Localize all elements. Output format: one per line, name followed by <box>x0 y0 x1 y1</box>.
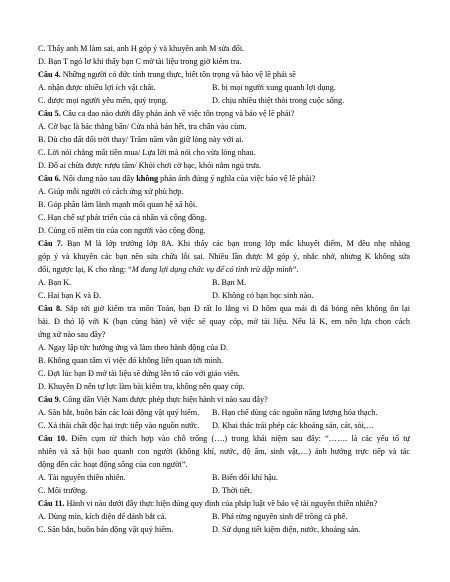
question-9-text: Công dân Việt Nam được phép thực hiện hành vi nào sau đây? <box>60 395 268 404</box>
q8-option-c: C. Đợi lúc bạn Đ mở tài liệu sẽ đứng lên tố cáo với giáo viên. <box>38 369 240 378</box>
q5-option-c: C. Lời nói chẳng mất tiền mua/ Lựa lời mà nói cho vừa lòng nhau. <box>38 148 256 157</box>
question-5-number: Câu 5. <box>38 109 61 118</box>
q10-option-a: A. Tài nguyên thiên nhiên. <box>38 473 126 482</box>
q6-option-b: B. Góp phần làm lành mạnh mối quan hệ xã hội. <box>38 200 198 209</box>
q8-option-a: A. Ngay lập tức hướng ứng và làm theo hành động của Đ. <box>38 343 228 352</box>
q7-option-d: D. Không có bạn học sinh nào. <box>212 291 314 300</box>
q9-option-b: B. Hạn chế dùng các nguồn năng lượng hóa thạch. <box>212 408 378 417</box>
q10-option-d: D. Thời tiết. <box>212 486 253 495</box>
q11-option-d: D. Sử dụng tiết kiệm điện, nước, khoáng sản. <box>212 525 361 534</box>
q7-option-c: C. Hai bạn K và Đ. <box>38 291 101 300</box>
question-6-text-start: Nội dung nào sau đây <box>60 174 137 183</box>
q10-option-c: C. Môi trường. <box>38 486 88 495</box>
question-5 <box>38 110 294 118</box>
question-7-line-1 <box>38 240 410 248</box>
question-4 <box>38 71 296 79</box>
question-11-number: Câu 11. <box>38 499 65 508</box>
q8-option-d: D. Khuyên Đ nên tự lực làm bài kiểm tra, không nên quay cóp. <box>38 382 245 391</box>
q8-option-b: B. Không quan tâm vì việc đó không liên quan tới mình. <box>38 356 224 365</box>
question-7-number: Câu 7. <box>38 239 63 248</box>
q4-option-a: A. nhận được nhiều lợi ích vật chất. <box>38 83 156 92</box>
question-9 <box>38 396 268 404</box>
q11-option-a: A. Dùng mìn, kích điện để đánh bắt cá. <box>38 512 167 521</box>
question-4-text: Những người có đức tính trung thực, biết tôn trọng và bảo vệ lẽ phải sẽ <box>60 70 296 79</box>
question-10-line-3: động đến các hoạt động sống của con người”. <box>38 460 188 469</box>
question-8-line-3: ứng xử nào sau đây? <box>38 330 106 339</box>
q10-option-b: B. Biến đổi khí hậu. <box>212 473 278 482</box>
question-4-number: Câu 4. <box>38 70 61 79</box>
question-8-number: Câu 8. <box>38 304 63 313</box>
q4-option-d: D. chịu nhiều thiệt thòi trong cuộc sống. <box>212 96 345 105</box>
question-7-text-3b: ”. <box>292 265 299 274</box>
question-10-line-1 <box>38 435 410 443</box>
question-6-text-end: phản ánh đúng ý nghĩa của việc bảo vệ lẽ phải? <box>158 174 316 183</box>
q6-option-c: C. Hạn chế sự phát triển của cá nhân và cộng đồng. <box>38 213 207 222</box>
question-9-number: Câu 9. <box>38 395 61 404</box>
q9-option-d: D. Khai thác trái phép các khoáng sản, cát, sỏi,… <box>212 421 375 430</box>
q6-option-d: D. Củng cố niềm tin của con người vào cộng đồng. <box>38 226 206 235</box>
question-11-text: Hành vi nào dưới đây thực hiện đúng quy định của pháp luật về bảo vệ tài nguyên thiên nhiên? <box>64 499 378 508</box>
q3-option-d: D. Bạn T ngó lơ khi thấy bạn C mở tài liệu trong giờ kiểm tra. <box>38 57 242 66</box>
question-7-line-3 <box>38 266 298 274</box>
question-8-text-1: Sắp tới giờ kiểm tra môn Toán, bạn Đ rất lo lắng vì Đ hôm qua mải đi đá bóng nên không ôn lại <box>62 304 410 313</box>
question-10-text-1: Điền cụm từ thích hợp vào chỗ trống (….) trong khái niệm sau đây: “……. là các yếu tố tự <box>67 434 410 443</box>
question-7-line-2: góp ý và khuyên các bạn nên sửa chữa lỗi sai. Nhiều lần được M góp ý, nhắc nhở, nhưng K không sửa <box>38 252 410 261</box>
question-8-line-2: bài. Đ thỏ lộ với K (bạn cùng bàn) về việc sẽ quay cóp, mở tài liệu. Nếu là K, em nên lựa chọn cách <box>38 317 410 326</box>
question-6 <box>38 175 315 183</box>
q7-option-a: A. Bạn K. <box>38 278 72 287</box>
q7-option-b: B. Bạn M. <box>212 278 247 287</box>
question-7-text-1: Bạn M là lớp trưởng lớp 8A. Khi thấy các bạn trong lớp mắc khuyết điểm, M đều nhẹ nhàng <box>62 239 411 248</box>
question-6-number: Câu 6. <box>38 174 61 183</box>
question-6-emphasis: không <box>136 174 159 183</box>
q3-option-c: C. Thấy anh M làm sai, anh H góp ý và khuyên anh M sửa đổi. <box>38 44 245 53</box>
question-10-line-2: nhiên và xã hội bao quanh con người (không khí, nước, độ ẩm, sinh vật,…) ảnh hưởng trực tiếp và tác <box>38 447 410 456</box>
q11-option-b: B. Phá rừng nguyên sinh để trồng cà phê. <box>212 512 348 521</box>
q6-option-a: A. Giúp mỗi người có cách ứng xử phù hợp. <box>38 187 184 196</box>
q11-option-c: C. Săn bắn, buôn bán động vật quý hiếm. <box>38 525 174 534</box>
q9-option-c: C. Xả thải chất độc hại trực tiếp vào nguồn nước. <box>38 421 200 430</box>
q5-option-b: B. Dù cho đất đổi trời thay/ Trăm năm vẫn giữ lòng này với ai. <box>38 135 244 144</box>
question-11 <box>38 500 377 508</box>
question-5-text: Câu ca dao nào dưới đây phản ánh về việc tôn trọng và bảo vệ lẽ phải? <box>60 109 295 118</box>
q4-option-c: C. được mọi người yêu mến, quý trọng. <box>38 96 168 105</box>
question-7-text-3a: đổi, ngược lại, K cho rằng: “ <box>38 265 132 274</box>
question-7-quote: M đang lợi dụng chức vụ để có tình trù dập mình <box>131 265 293 274</box>
q4-option-b: B. bị mọi người xung quanh lợi dụng. <box>212 83 336 92</box>
question-8-line-1 <box>38 305 410 313</box>
question-10-number: Câu 10. <box>38 434 68 443</box>
q9-option-a: A. Săn bắt, buôn bán các loài động vật quý hiếm. <box>38 408 200 417</box>
q5-option-a: A. Cờ bạc là bác thằng bần/ Cửa nhà bán hết, tra chân vào cùm. <box>38 122 247 131</box>
q5-option-d: D. Đố ai chừa được rượu tăm/ Khỏi chơi cờ bạc, khỏi nằm ngủ trưa. <box>38 161 262 170</box>
